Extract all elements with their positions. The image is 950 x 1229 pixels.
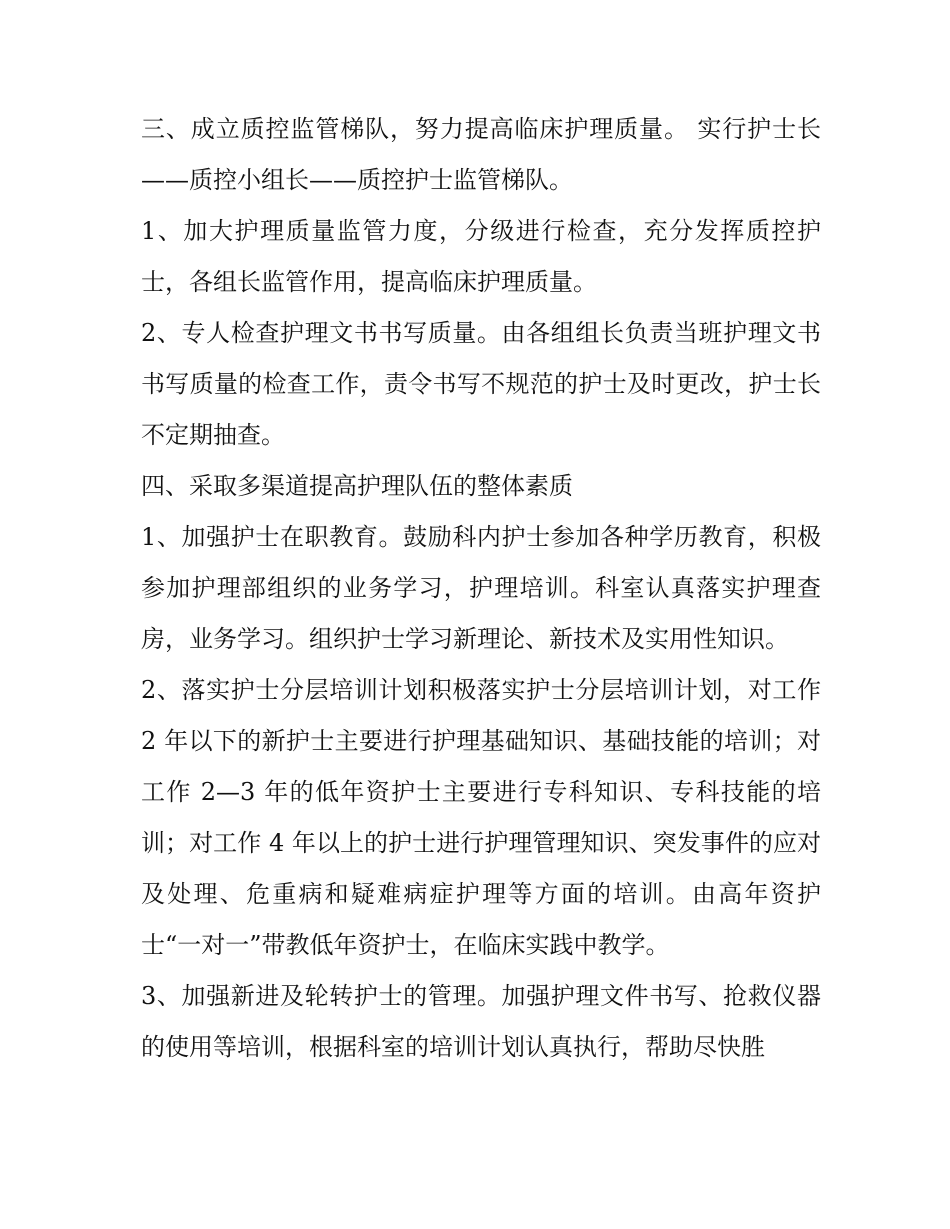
paragraph-quality-supervision: 1、加大护理质量监管力度，分级进行检查，充分发挥质控护士，各组长监管作用，提高临床护理质量。 [141,217,821,296]
paragraph-tiered-training: 2、落实护士分层培训计划积极落实护士分层培训计划，对工作 2 年以下的新护士主要进行护理基础知识、基础技能的培训；对工作 2—3 年的低年资护士主要进行专科知识、专科技能的培训；对工作 4 年以上的护士进行护理管理知识、突发事件的应对及处理、危重病和疑难病症护理等方面的培训。由高年资护士“一对一”带教低年资护士，在临床实践中教学。 [141,676,821,959]
paragraph-document-inspection: 2、专人检查护理文书书写质量。由各组组长负责当班护理文书书写质量的检查工作，责令书写不规范的护士及时更改，护士长不定期抽查。 [141,319,821,449]
paragraph-in-service-education: 1、加强护士在职教育。鼓励科内护士参加各种学历教育，积极参加护理部组织的业务学习，护理培训。科室认真落实护理查房，业务学习。组织护士学习新理论、新技术及实用性知识。 [141,523,821,653]
section-heading-three: 三、成立质控监管梯队，努力提高临床护理质量。 实行护士长——质控小组长——质控护士监管梯队。 [141,115,821,194]
paragraph-new-nurse-management: 3、加强新进及轮转护士的管理。加强护理文件书写、抢救仪器的使用等培训，根据科室的培训计划认真执行，帮助尽快胜 [141,982,821,1061]
section-heading-four: 四、采取多渠道提高护理队伍的整体素质 [141,472,573,500]
document-body [141,104,821,1073]
